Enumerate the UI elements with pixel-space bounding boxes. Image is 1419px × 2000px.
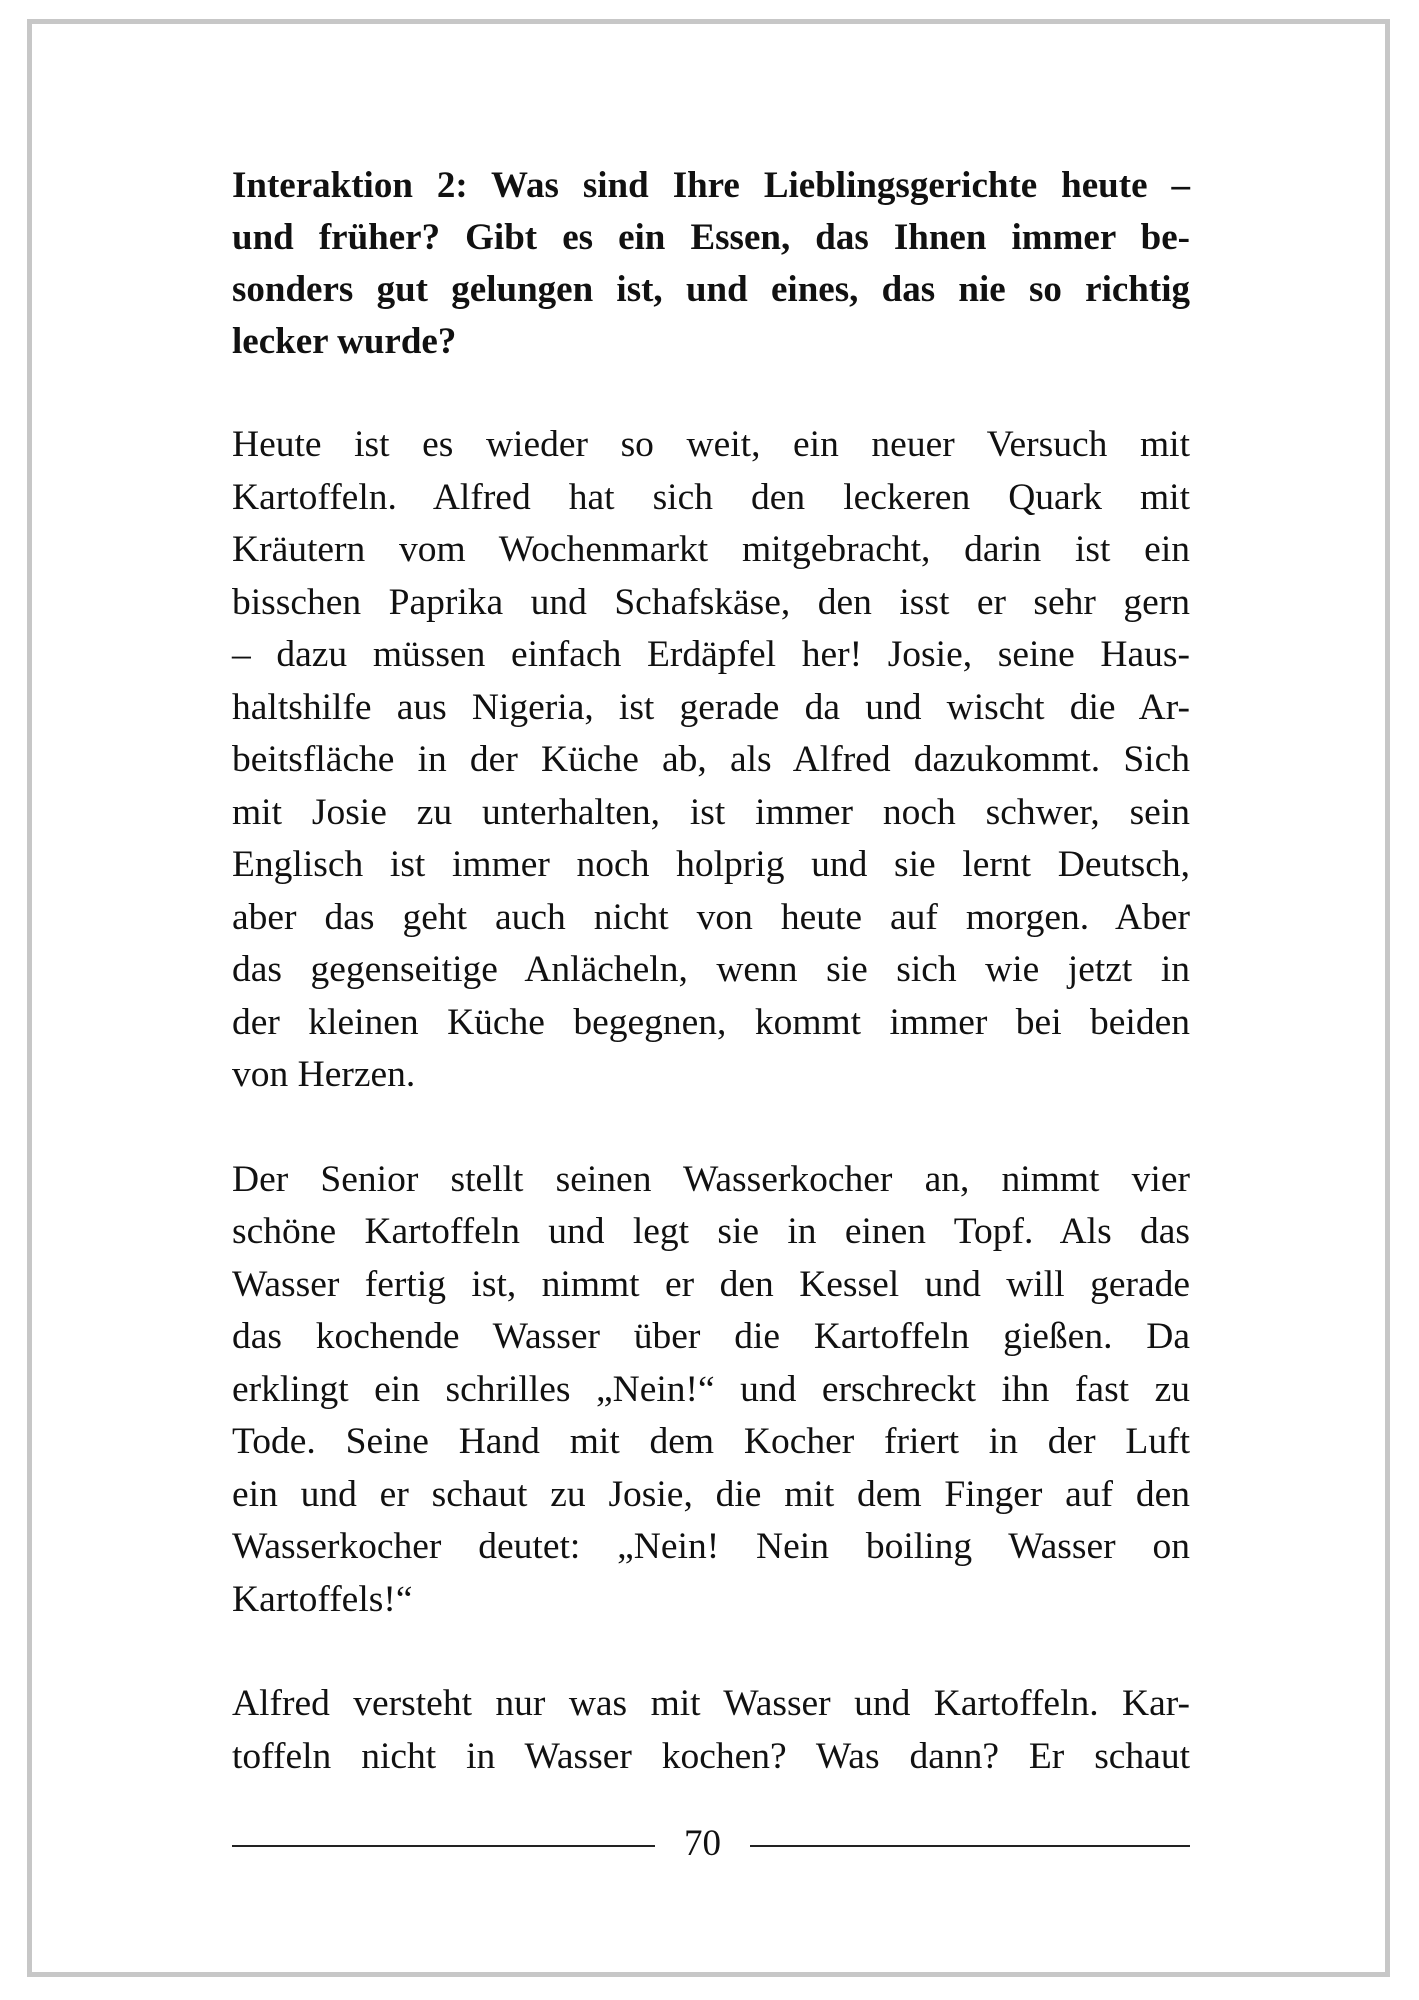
text-line: beitsfläche in der Küche ab, als Alfred dazukommt. Sich [232, 739, 1190, 780]
text-line: mit Josie zu unterhalten, ist immer noch schwer, sein [232, 791, 1190, 833]
footer-rule-right [750, 1845, 1190, 1847]
heading-line: und früher? Gibt es ein Essen, das Ihnen immer be- [232, 217, 1190, 258]
text-line: Heute ist es wieder so weit, ein neuer Versuch mit [232, 424, 1190, 465]
page-number: 70 [684, 1823, 721, 1864]
text-line: Wasser fertig ist, nimmt er den Kessel und will gerade [232, 1263, 1190, 1305]
page-footer [232, 1818, 1190, 1868]
text-line: Der Senior stellt seinen Wasserkocher an, nimmt vier [232, 1158, 1190, 1200]
page-text [232, 160, 1190, 1835]
text-line: toffeln nicht in Wasser kochen? Was dann? Er schaut [232, 1735, 1190, 1777]
text-line: ein und er schaut zu Josie, die mit dem Finger auf den [232, 1473, 1190, 1515]
text-line: Alfred versteht nur was mit Wasser und Kartoffeln. Kar- [232, 1683, 1190, 1724]
text-line: Kräutern vom Wochenmarkt mitgebracht, darin ist ein [232, 529, 1190, 570]
text-line: erklingt ein schrilles „Nein!“ und erschreckt ihn fast zu [232, 1368, 1190, 1410]
text-line: Wasserkocher deutet: „Nein! Nein boiling Wasser on [232, 1526, 1190, 1567]
text-line: Kartoffeln. Alfred hat sich den leckeren Quark mit [232, 476, 1190, 518]
paragraph-1 [232, 419, 1190, 1102]
text-line: aber das geht auch nicht von heute auf morgen. Aber [232, 896, 1190, 938]
text-line: das gegenseitige Anlächeln, wenn sie sich wie jetzt in [232, 949, 1190, 990]
text-line: haltshilfe aus Nigeria, ist gerade da und wischt die Ar- [232, 686, 1190, 728]
text-line: – dazu müssen einfach Erdäpfel her! Josie, seine Haus- [232, 634, 1190, 675]
text-line: das kochende Wasser über die Kartoffeln gießen. Da [232, 1316, 1190, 1357]
text-line: Tode. Seine Hand mit dem Kocher friert in der Luft [232, 1421, 1190, 1462]
heading-line: Interaktion 2: Was sind Ihre Lieblingsgerichte heute – [232, 165, 1190, 206]
heading-line: sonders gut gelungen ist, und eines, das nie so richtig [232, 269, 1190, 310]
interaction-heading [232, 160, 1190, 368]
footer-rule-left [232, 1845, 655, 1847]
text-line: schöne Kartoffeln und legt sie in einen Topf. Als das [232, 1211, 1190, 1252]
heading-line: lecker wurde? [232, 321, 457, 362]
text-line: Englisch ist immer noch holprig und sie lernt Deutsch, [232, 844, 1190, 885]
text-line: von Herzen. [232, 1054, 416, 1095]
text-line: der kleinen Küche begegnen, kommt immer bei beiden [232, 1001, 1190, 1043]
paragraph-3 [232, 1678, 1190, 1783]
paragraph-2 [232, 1154, 1190, 1627]
text-line: bisschen Paprika und Schafskäse, den isst er sehr gern [232, 581, 1190, 623]
text-line: Kartoffels!“ [232, 1578, 413, 1620]
